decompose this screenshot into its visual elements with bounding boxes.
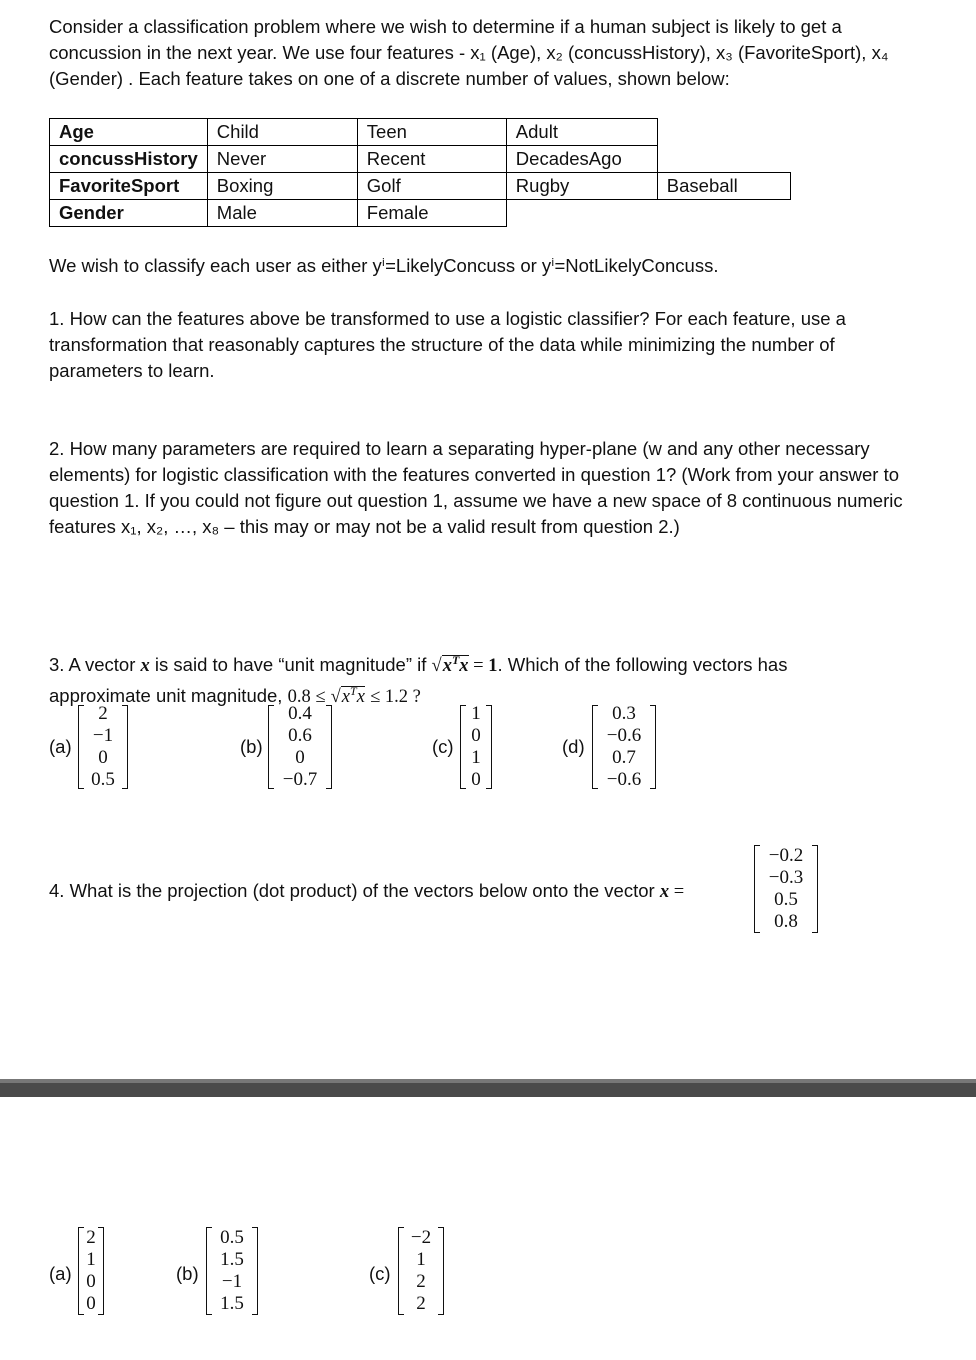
option-label: (a) [49,736,72,757]
option-label: (c) [432,736,454,757]
feature-value: Golf [357,173,506,200]
feature-name: Gender [50,200,208,227]
vector-matrix: 0.4 0.6 0 −0.7 [268,703,332,791]
feature-value: Male [207,200,357,227]
option-label: (d) [562,736,585,757]
question-1: 1. How can the features above be transformed to use a logistic classifier? For each feature, use a transformation that reasonably captures the structure of the data while minimizing the number of parameters to learn. [49,308,846,381]
feature-value: Female [357,200,506,227]
table-row [50,173,791,200]
question-3-line1: 3. A vector x is said to have “unit magnitude” if $√x^Tx = 1$. Which of the following vectors has [49,653,788,677]
feature-value: Never [207,146,357,173]
feature-value: DecadesAgo [506,146,657,173]
option-label: (a) [49,1263,72,1284]
option-label: (b) [240,736,263,757]
intro-paragraph: Consider a classification problem where we wish to determine if a human subject is likely to get a concussion in the next year. We use four features - x₁ (Age), x₂ (concussHistory), x₃ (FavoriteSport), x₄ (Gender) . Each feature takes on one of a discrete number of values, shown below: [49,16,889,89]
page-divider [0,1079,976,1097]
feature-name: concussHistory [50,146,208,173]
feature-value: Teen [357,119,506,146]
vector-matrix: 2 1 0 0 [78,1225,104,1317]
feature-name: Age [50,119,208,146]
question-2: 2. How many parameters are required to learn a separating hyper-plane (w and any other necessary elements) for logistic classification with the features converted in question 1? (Work from your answer to question 1. If you could not figure out question 1, assume we have a new space of 8 continuous numeric features x₁, x₂, …, x₈ – this may or may not be a valid result from question 2.) [49,438,903,537]
vector-x-matrix: −0.2 −0.3 0.5 0.8 [754,843,818,935]
feature-name: FavoriteSport [50,173,208,200]
feature-value: Rugby [506,173,657,200]
vector-matrix: 1 0 1 0 [460,703,492,791]
vector-matrix: 0.5 1.5 −1 1.5 [206,1225,258,1317]
feature-value: Recent [357,146,506,173]
feature-table [49,118,791,227]
feature-value: Baseball [657,173,790,200]
question-3-line2: approximate unit magnitude, $0.8 \le √x^Tx \le 1.2$ ? [49,684,421,708]
vector-matrix: −2 1 2 2 [398,1225,444,1317]
table-row [50,200,791,227]
feature-value: Child [207,119,357,146]
table-row [50,119,791,146]
classify-statement: We wish to classify each user as either yⁱ=LikelyConcuss or yⁱ=NotLikelyConcuss. [49,255,719,276]
option-label: (c) [369,1263,391,1284]
table-row [50,146,791,173]
option-label: (b) [176,1263,199,1284]
feature-value: Adult [506,119,657,146]
vector-matrix: 2 −1 0 0.5 [78,703,128,791]
vector-matrix: 0.3 −0.6 0.7 −0.6 [592,703,656,791]
question-4: 4. What is the projection (dot product) of the vectors below onto the vector x = [49,880,685,902]
feature-value: Boxing [207,173,357,200]
